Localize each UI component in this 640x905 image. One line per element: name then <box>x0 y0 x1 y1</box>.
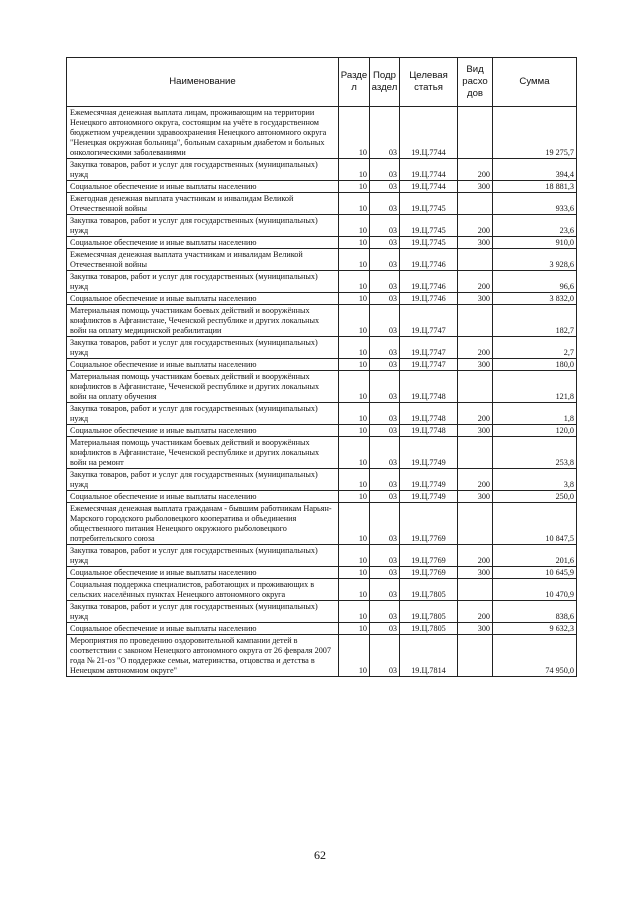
table-row <box>67 249 577 271</box>
cell-sum: 120,0 <box>493 425 577 437</box>
cell-sum: 10 645,9 <box>493 567 577 579</box>
table-row <box>67 359 577 371</box>
table-row <box>67 403 577 425</box>
cell-sum: 121,8 <box>493 371 577 403</box>
cell-target: 19.Ц.7805 <box>400 601 458 623</box>
table-row <box>67 159 577 181</box>
cell-sum: 182,7 <box>493 305 577 337</box>
cell-sum: 838,6 <box>493 601 577 623</box>
cell-target: 19.Ц.7805 <box>400 579 458 601</box>
table-row <box>67 305 577 337</box>
cell-sum: 96,6 <box>493 271 577 293</box>
table-row <box>67 601 577 623</box>
cell-expense-type: 300 <box>458 359 493 371</box>
cell-section: 10 <box>339 237 370 249</box>
cell-target: 19.Ц.7748 <box>400 403 458 425</box>
table-row <box>67 371 577 403</box>
cell-sum: 910,0 <box>493 237 577 249</box>
cell-sum: 394,4 <box>493 159 577 181</box>
cell-expense-type: 200 <box>458 337 493 359</box>
cell-name: Материальная помощь участникам боевых действий и вооружённых конфликтов в Афганистане, Чеченской республике и других локальных войн на ремонт <box>67 437 339 469</box>
cell-target: 19.Ц.7769 <box>400 503 458 545</box>
table-row <box>67 271 577 293</box>
cell-sum: 201,6 <box>493 545 577 567</box>
cell-target: 19.Ц.7745 <box>400 215 458 237</box>
cell-subsection: 03 <box>370 293 400 305</box>
header-subsection: Подр аздел <box>370 58 400 107</box>
cell-expense-type: 300 <box>458 181 493 193</box>
cell-sum: 18 881,3 <box>493 181 577 193</box>
cell-sum: 3,8 <box>493 469 577 491</box>
cell-expense-type <box>458 635 493 677</box>
cell-name: Закупка товаров, работ и услуг для государственных (муниципальных) нужд <box>67 403 339 425</box>
cell-subsection: 03 <box>370 425 400 437</box>
cell-target: 19.Ц.7747 <box>400 359 458 371</box>
cell-sum: 74 950,0 <box>493 635 577 677</box>
cell-expense-type: 300 <box>458 623 493 635</box>
cell-sum: 9 632,3 <box>493 623 577 635</box>
cell-section: 10 <box>339 181 370 193</box>
cell-name: Социальное обеспечение и иные выплаты населению <box>67 491 339 503</box>
cell-expense-type <box>458 249 493 271</box>
cell-subsection: 03 <box>370 469 400 491</box>
cell-subsection: 03 <box>370 271 400 293</box>
cell-section: 10 <box>339 579 370 601</box>
budget-table-sheet <box>66 57 576 677</box>
cell-name: Ежемесячная денежная выплата участникам и инвалидам Великой Отечественной войны <box>67 249 339 271</box>
table-row <box>67 469 577 491</box>
cell-name: Ежегодная денежная выплата участникам и инвалидам Великой Отечественной войны <box>67 193 339 215</box>
cell-section: 10 <box>339 491 370 503</box>
cell-section: 10 <box>339 107 370 159</box>
header-target: Целевая статья <box>400 58 458 107</box>
cell-subsection: 03 <box>370 491 400 503</box>
cell-sum: 10 470,9 <box>493 579 577 601</box>
cell-subsection: 03 <box>370 107 400 159</box>
cell-name: Закупка товаров, работ и услуг для государственных (муниципальных) нужд <box>67 469 339 491</box>
cell-section: 10 <box>339 635 370 677</box>
cell-name: Закупка товаров, работ и услуг для государственных (муниципальных) нужд <box>67 545 339 567</box>
cell-target: 19.Ц.7744 <box>400 159 458 181</box>
cell-expense-type <box>458 107 493 159</box>
budget-table <box>66 57 577 677</box>
cell-section: 10 <box>339 271 370 293</box>
cell-section: 10 <box>339 371 370 403</box>
header-expense-type: Вид расхо дов <box>458 58 493 107</box>
header-section: Разде л <box>339 58 370 107</box>
cell-sum: 10 847,5 <box>493 503 577 545</box>
cell-expense-type <box>458 371 493 403</box>
cell-target: 19.Ц.7749 <box>400 469 458 491</box>
cell-section: 10 <box>339 249 370 271</box>
cell-section: 10 <box>339 359 370 371</box>
cell-target: 19.Ц.7746 <box>400 293 458 305</box>
table-row <box>67 437 577 469</box>
cell-expense-type <box>458 579 493 601</box>
table-row <box>67 579 577 601</box>
cell-subsection: 03 <box>370 159 400 181</box>
cell-subsection: 03 <box>370 359 400 371</box>
cell-section: 10 <box>339 425 370 437</box>
cell-section: 10 <box>339 601 370 623</box>
cell-name: Материальная помощь участникам боевых действий и вооружённых конфликтов в Афганистане, Чеченской республике и других локальных войн на оплату медицинской реабилитации <box>67 305 339 337</box>
cell-expense-type: 200 <box>458 601 493 623</box>
cell-sum: 1,8 <box>493 403 577 425</box>
cell-name: Закупка товаров, работ и услуг для государственных (муниципальных) нужд <box>67 215 339 237</box>
cell-expense-type: 300 <box>458 491 493 503</box>
cell-target: 19.Ц.7749 <box>400 491 458 503</box>
cell-subsection: 03 <box>370 371 400 403</box>
cell-name: Ежемесячная денежная выплата лицам, проживающим на территории Ненецкого автономного округа, состоящим на учёте в государственном бюджетном учреждении здравоохранения Ненецкого автономного округа "Ненецкая окружная больница", больным сахарным диабетом и больных онкологическими заболеваниями <box>67 107 339 159</box>
cell-name: Материальная помощь участникам боевых действий и вооружённых конфликтов в Афганистане, Чеченской республике и других локальных войн на оплату обучения <box>67 371 339 403</box>
table-row <box>67 623 577 635</box>
table-body <box>67 107 577 677</box>
cell-section: 10 <box>339 305 370 337</box>
cell-name: Закупка товаров, работ и услуг для государственных (муниципальных) нужд <box>67 337 339 359</box>
cell-target: 19.Ц.7745 <box>400 193 458 215</box>
cell-name: Социальное обеспечение и иные выплаты населению <box>67 567 339 579</box>
cell-section: 10 <box>339 545 370 567</box>
cell-subsection: 03 <box>370 567 400 579</box>
cell-section: 10 <box>339 623 370 635</box>
cell-section: 10 <box>339 193 370 215</box>
cell-sum: 23,6 <box>493 215 577 237</box>
cell-name: Закупка товаров, работ и услуг для государственных (муниципальных) нужд <box>67 159 339 181</box>
cell-sum: 2,7 <box>493 337 577 359</box>
cell-subsection: 03 <box>370 623 400 635</box>
table-row <box>67 107 577 159</box>
cell-target: 19.Ц.7814 <box>400 635 458 677</box>
cell-name: Социальное обеспечение и иные выплаты населению <box>67 359 339 371</box>
cell-section: 10 <box>339 567 370 579</box>
cell-subsection: 03 <box>370 403 400 425</box>
cell-subsection: 03 <box>370 337 400 359</box>
cell-expense-type: 300 <box>458 293 493 305</box>
table-row <box>67 545 577 567</box>
cell-expense-type: 300 <box>458 567 493 579</box>
cell-section: 10 <box>339 469 370 491</box>
cell-expense-type: 300 <box>458 237 493 249</box>
cell-subsection: 03 <box>370 579 400 601</box>
table-row <box>67 567 577 579</box>
cell-target: 19.Ц.7769 <box>400 567 458 579</box>
cell-target: 19.Ц.7745 <box>400 237 458 249</box>
cell-expense-type: 200 <box>458 403 493 425</box>
cell-target: 19.Ц.7769 <box>400 545 458 567</box>
cell-target: 19.Ц.7747 <box>400 305 458 337</box>
cell-subsection: 03 <box>370 215 400 237</box>
cell-name: Социальное обеспечение и иные выплаты населению <box>67 623 339 635</box>
table-row <box>67 491 577 503</box>
cell-name: Социальная поддержка специалистов, работающих и проживающих в сельских населённых пунктах Ненецкого автономного округа <box>67 579 339 601</box>
cell-expense-type: 300 <box>458 425 493 437</box>
cell-sum: 933,6 <box>493 193 577 215</box>
cell-target: 19.Ц.7748 <box>400 425 458 437</box>
cell-target: 19.Ц.7746 <box>400 271 458 293</box>
cell-name: Социальное обеспечение и иные выплаты населению <box>67 425 339 437</box>
cell-target: 19.Ц.7749 <box>400 437 458 469</box>
table-row <box>67 215 577 237</box>
cell-target: 19.Ц.7746 <box>400 249 458 271</box>
cell-name: Закупка товаров, работ и услуг для государственных (муниципальных) нужд <box>67 271 339 293</box>
cell-expense-type: 200 <box>458 215 493 237</box>
table-row <box>67 237 577 249</box>
cell-section: 10 <box>339 337 370 359</box>
cell-expense-type: 200 <box>458 469 493 491</box>
cell-expense-type <box>458 193 493 215</box>
cell-expense-type: 200 <box>458 159 493 181</box>
table-row <box>67 503 577 545</box>
cell-subsection: 03 <box>370 237 400 249</box>
cell-sum: 3 928,6 <box>493 249 577 271</box>
cell-section: 10 <box>339 403 370 425</box>
cell-name: Ежемесячная денежная выплата гражданам - бывшим работникам Нарьян-Марского городского рыболовецкого кооператива и объединения общественного питания Ненецкого окружного рыболовецкого потребительского союза <box>67 503 339 545</box>
cell-target: 19.Ц.7748 <box>400 371 458 403</box>
cell-subsection: 03 <box>370 545 400 567</box>
cell-subsection: 03 <box>370 181 400 193</box>
table-row <box>67 181 577 193</box>
table-row <box>67 635 577 677</box>
cell-subsection: 03 <box>370 437 400 469</box>
cell-name: Социальное обеспечение и иные выплаты населению <box>67 181 339 193</box>
table-row <box>67 293 577 305</box>
cell-expense-type <box>458 437 493 469</box>
cell-subsection: 03 <box>370 601 400 623</box>
cell-target: 19.Ц.7805 <box>400 623 458 635</box>
cell-expense-type: 200 <box>458 271 493 293</box>
cell-subsection: 03 <box>370 249 400 271</box>
header-name: Наименование <box>67 58 339 107</box>
cell-sum: 19 275,7 <box>493 107 577 159</box>
table-row <box>67 425 577 437</box>
cell-subsection: 03 <box>370 635 400 677</box>
cell-name: Социальное обеспечение и иные выплаты населению <box>67 293 339 305</box>
cell-expense-type: 200 <box>458 545 493 567</box>
cell-section: 10 <box>339 503 370 545</box>
page-number: 62 <box>314 848 326 862</box>
cell-section: 10 <box>339 293 370 305</box>
cell-sum: 250,0 <box>493 491 577 503</box>
cell-target: 19.Ц.7744 <box>400 107 458 159</box>
cell-section: 10 <box>339 159 370 181</box>
cell-name: Закупка товаров, работ и услуг для государственных (муниципальных) нужд <box>67 601 339 623</box>
table-header-row <box>67 58 577 107</box>
table-row <box>67 337 577 359</box>
cell-subsection: 03 <box>370 503 400 545</box>
cell-target: 19.Ц.7744 <box>400 181 458 193</box>
cell-target: 19.Ц.7747 <box>400 337 458 359</box>
cell-sum: 3 832,0 <box>493 293 577 305</box>
cell-expense-type <box>458 305 493 337</box>
cell-section: 10 <box>339 215 370 237</box>
cell-name: Мероприятия по проведению оздоровительной кампании детей в соответствии с законом Ненецкого автономного округа от 26 февраля 2007 года № 21-оз "О поддержке семьи, материнства, отцовства и детства в Ненецком автономном округе" <box>67 635 339 677</box>
cell-section: 10 <box>339 437 370 469</box>
cell-subsection: 03 <box>370 305 400 337</box>
header-sum: Сумма <box>493 58 577 107</box>
table-row <box>67 193 577 215</box>
cell-name: Социальное обеспечение и иные выплаты населению <box>67 237 339 249</box>
cell-sum: 180,0 <box>493 359 577 371</box>
cell-subsection: 03 <box>370 193 400 215</box>
cell-expense-type <box>458 503 493 545</box>
cell-sum: 253,8 <box>493 437 577 469</box>
